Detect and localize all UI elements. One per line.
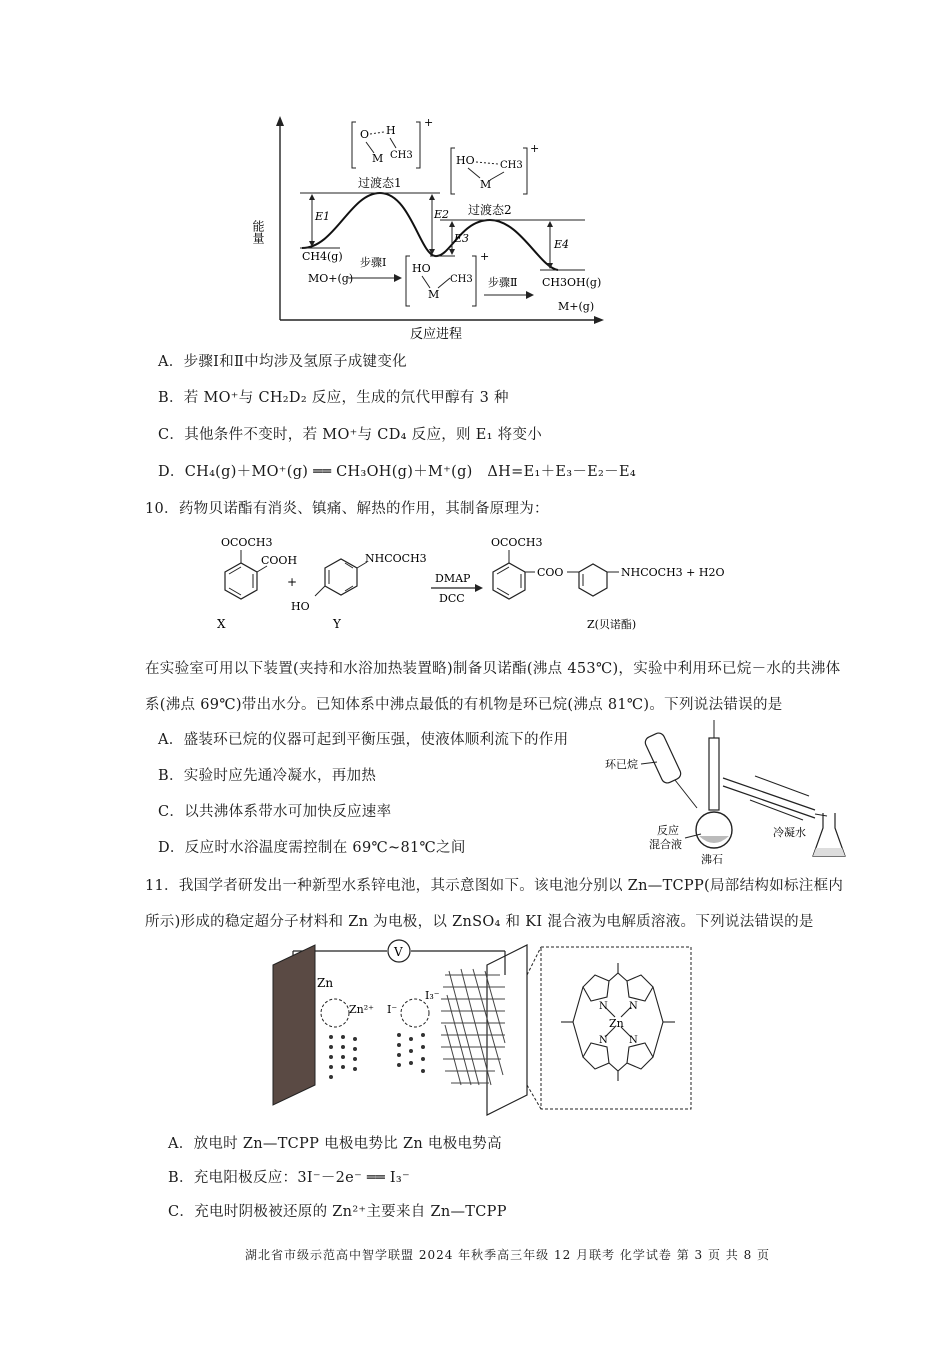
compound-z <box>491 536 724 631</box>
svg-text:H: H <box>386 124 396 137</box>
x-axis-arrow <box>594 316 604 324</box>
q9-option-b: B．若 MO⁺与 CH₂D₂ 反应，生成的氘代甲醇有 3 种 <box>158 390 509 406</box>
svg-text:DMAP: DMAP <box>435 572 471 585</box>
compound-x <box>217 536 297 631</box>
product-ch3oh: CH3OH(g) <box>542 276 602 289</box>
svg-text:Zn: Zn <box>317 976 334 990</box>
svg-text:N: N <box>629 1035 638 1046</box>
q9-option-c: C．其他条件不变时，若 MO⁺与 CD₄ 反应，则 E₁ 将变小 <box>158 427 543 443</box>
e1-label: E1 <box>315 210 331 223</box>
y-axis-arrow <box>276 116 284 126</box>
svg-text:O: O <box>360 128 370 141</box>
ts2-structure <box>451 142 539 194</box>
energy-diagram <box>240 110 630 345</box>
svg-text:V: V <box>394 945 403 959</box>
ts1-label: 过渡态1 <box>358 176 402 190</box>
svg-text:CH3: CH3 <box>390 150 413 161</box>
svg-text:M: M <box>428 288 440 301</box>
svg-text:CH3: CH3 <box>500 160 523 171</box>
ts2-label: 过渡态2 <box>468 203 512 217</box>
svg-text:M: M <box>372 152 384 165</box>
label-reaction-1: 反应 <box>657 824 679 837</box>
product-m: M+(g) <box>558 300 595 313</box>
svg-text:I₃⁻: I₃⁻ <box>425 989 440 1002</box>
x-axis-label: 反应进程 <box>410 327 463 342</box>
svg-text:OCOCH3: OCOCH3 <box>221 536 273 549</box>
label-cyclohexane: 环已烷 <box>605 758 638 771</box>
q9-option-d: D．CH₄(g)＋MO⁺(g) ══ CH₃OH(g)＋M⁺(g) ΔH=E₁＋E₃－E₂－E₄ <box>158 464 636 480</box>
q10-para-1: 在实验室可用以下装置(夹持和水浴加热装置略)制备贝诺酯(沸点 453℃)，实验中利用环已烷－水的共沸体 <box>145 661 841 677</box>
q10-option-d: D．反应时水浴温度需控制在 69℃~81℃之间 <box>158 840 466 856</box>
svg-text:N: N <box>599 1035 608 1046</box>
y-axis-label: 能量 <box>251 220 265 244</box>
q10-para-2: 系(沸点 69℃)带出水分。已知体系中沸点最低的有机物是环已烷(沸点 81℃)。下列说法错误的是 <box>145 697 783 713</box>
q10-option-b: B．实验时应先通冷凝水，再加热 <box>158 768 377 784</box>
q10-option-c: C．以共沸体系带水可加快反应速率 <box>158 804 392 820</box>
svg-text:NHCOCH3: NHCOCH3 <box>365 552 427 565</box>
svg-text:+: + <box>530 142 540 155</box>
q11-option-c: C．充电时阴极被还原的 Zn²⁺主要来自 Zn—TCPP <box>168 1204 507 1220</box>
svg-text:NHCOCH3 + H2O: NHCOCH3 + H2O <box>621 566 725 579</box>
e3-label: E3 <box>454 232 470 245</box>
step2-label: 步骤Ⅱ <box>488 276 518 289</box>
q11-option-a: A．放电时 Zn—TCPP 电极电势比 Zn 电极电势高 <box>168 1136 502 1152</box>
zinc-electrode <box>273 945 315 1105</box>
svg-text:COOH: COOH <box>261 554 298 567</box>
supramolecular-lattice <box>441 969 505 1085</box>
q10-stem: 10．药物贝诺酯有消炎、镇痛、解热的作用，其制备原理为： <box>145 501 549 517</box>
label-reaction-2: 混合液 <box>649 838 682 851</box>
svg-text:+: + <box>287 575 298 589</box>
e4-label: E4 <box>554 238 570 251</box>
svg-text:OCOCH3: OCOCH3 <box>491 536 543 549</box>
q9-option-a: A．步骤Ⅰ和Ⅱ中均涉及氢原子成键变化 <box>158 354 407 370</box>
q11-stem-2: 所示)形成的稳定超分子材料和 Zn 为电极，以 ZnSO₄ 和 KI 混合液为电解质溶液。下列说法错误的是 <box>145 914 814 930</box>
zinc-battery-diagram <box>265 935 700 1125</box>
svg-text:+: + <box>480 250 490 263</box>
svg-text:HO: HO <box>291 600 310 613</box>
svg-text:COO: COO <box>537 566 564 579</box>
compound-y <box>291 552 427 631</box>
svg-text:I⁻: I⁻ <box>387 1003 398 1016</box>
q11-option-b: B．充电阳极反应：3I⁻－2e⁻ ══ I₃⁻ <box>168 1170 410 1186</box>
svg-text:CH3: CH3 <box>450 274 473 285</box>
label-cooling-water: 冷凝水 <box>773 826 806 839</box>
q11-stem-1: 11．我国学者研发出一种新型水系锌电池，其示意图如下。该电池分别以 Zn—TCPP(局部结构如标注框内 <box>145 878 844 894</box>
distillation-apparatus <box>605 718 860 868</box>
svg-text:M: M <box>480 178 492 191</box>
zn-tcpp-electrode <box>487 945 527 1115</box>
step1-label: 步骤Ⅰ <box>360 256 387 269</box>
label-y: Y <box>333 617 341 631</box>
svg-text:DCC: DCC <box>439 592 465 605</box>
intermediate-structure <box>406 250 489 306</box>
label-z: Z(贝诺酯) <box>587 618 637 631</box>
svg-text:Zn²⁺: Zn²⁺ <box>349 1003 374 1016</box>
reactant-ch4: CH4(g) <box>302 250 343 263</box>
page-footer: 湖北省市级示范高中智学联盟 2024 年秋季高三年级 12 月联考 化学试卷 第 3 页 共 8 页 <box>245 1248 771 1262</box>
e2-label: E2 <box>434 208 450 221</box>
svg-text:N: N <box>629 1001 638 1012</box>
svg-text:N: N <box>599 1001 608 1012</box>
label-boiling-stone: 沸石 <box>701 853 723 866</box>
svg-text:Zn: Zn <box>609 1017 624 1030</box>
svg-text:HO: HO <box>456 154 475 167</box>
svg-text:HO: HO <box>412 262 431 275</box>
q10-reaction-scheme <box>195 530 755 635</box>
label-x: X <box>217 617 226 631</box>
q10-option-a: A．盛装环已烷的仪器可起到平衡压强，使液体顺利流下的作用 <box>158 732 569 748</box>
svg-text:+: + <box>424 116 434 129</box>
reactant-mo: MO+(g) <box>308 272 354 285</box>
ts1-structure <box>352 116 433 168</box>
